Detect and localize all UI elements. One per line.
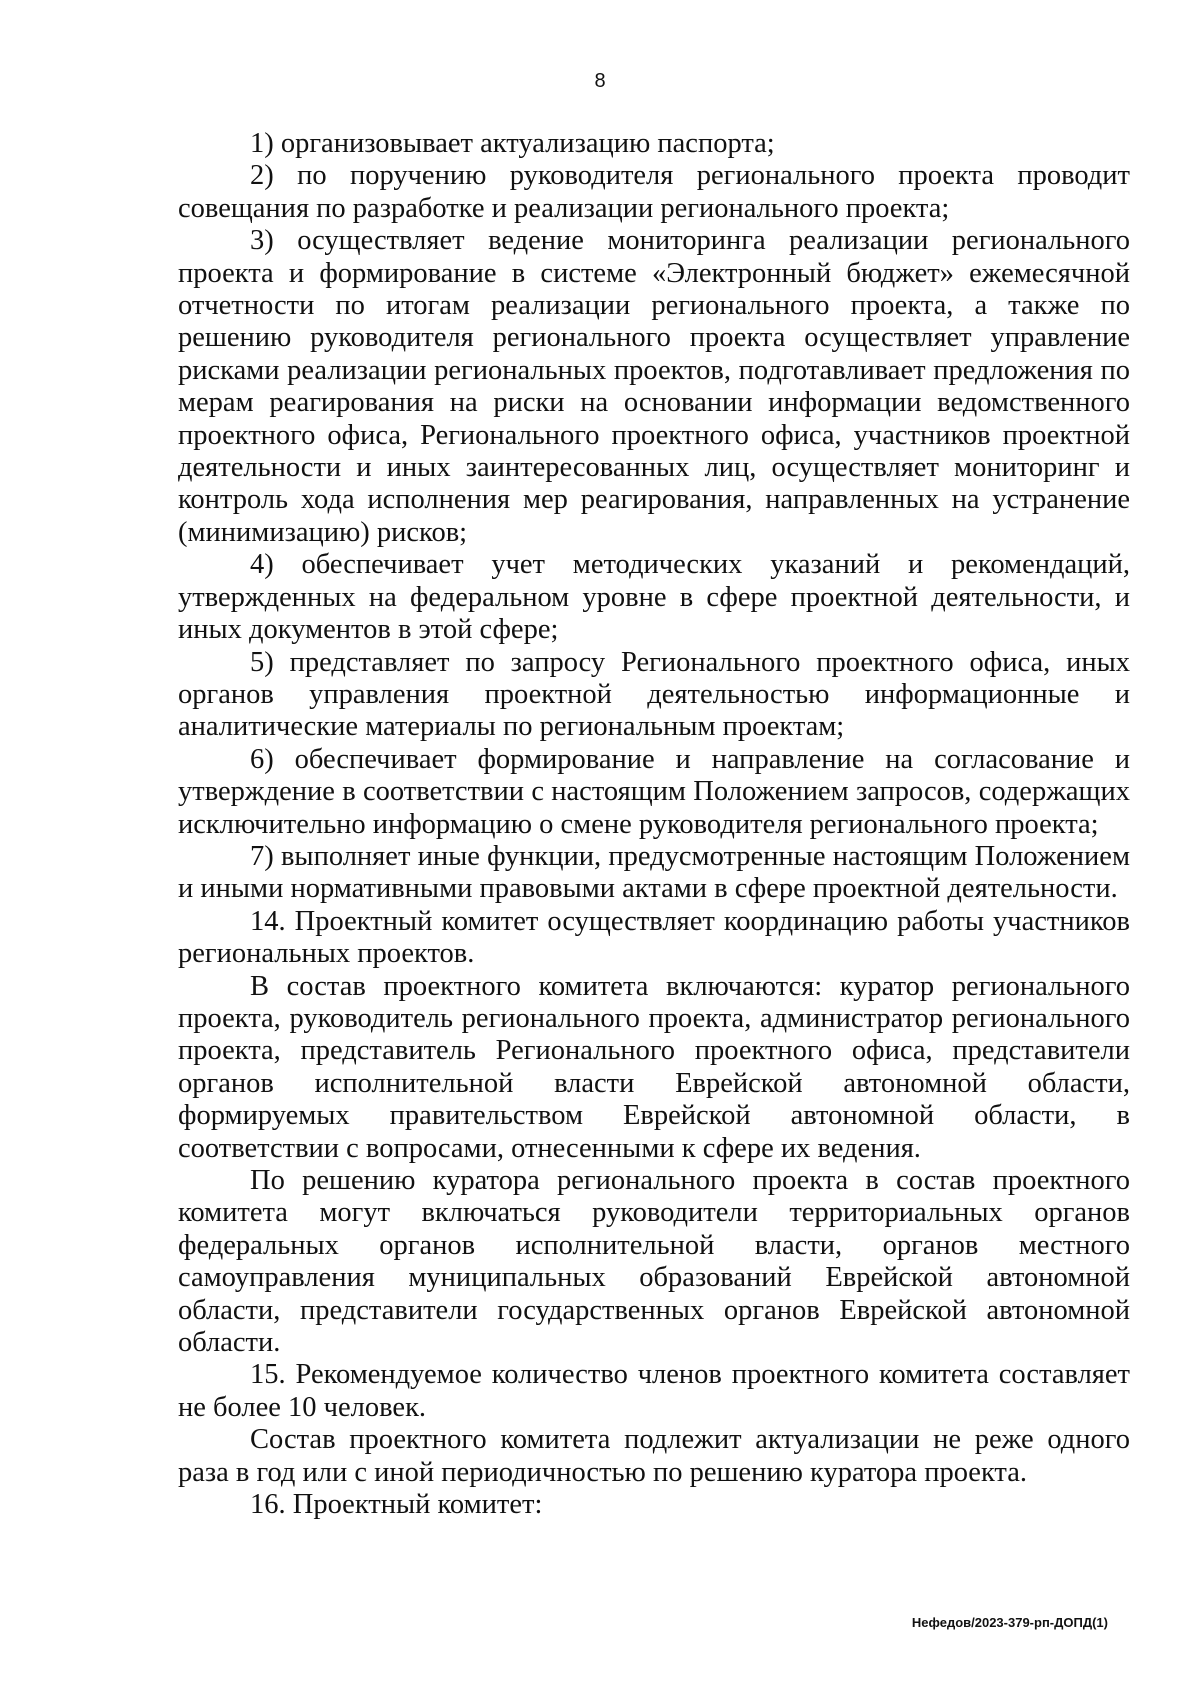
paragraph-2: 2) по поручению руководителя регионального проекта проводит совещания по разработке и реализации регионального проекта; <box>178 160 1130 224</box>
document-body <box>178 128 1130 1521</box>
page-number: 8 <box>594 70 606 92</box>
paragraph-4: 4) обеспечивает учет методических указаний и рекомендаций, утвержденных на федеральном уровне в сфере проектной деятельности, и иных документов в этой сфере; <box>178 549 1130 646</box>
paragraph-composition-update: Состав проектного комитета подлежит актуализации не реже одного раза в год или с иной периодичностью по решению куратора проекта. <box>178 1424 1130 1488</box>
paragraph-1: 1) организовывает актуализацию паспорта; <box>250 128 775 159</box>
document-code-footer: Нефедов/2023-379-рп-ДОПД(1) <box>911 1615 1108 1630</box>
paragraph-7: 7) выполняет иные функции, предусмотренные настоящим Положением и иными нормативными правовыми актами в сфере проектной деятельности. <box>178 840 1130 905</box>
paragraph-16: 16. Проектный комитет: <box>250 1489 543 1521</box>
paragraph-committee-composition: В состав проектного комитета включаются: куратор регионального проекта, руководитель регионального проекта, администратор регионального проекта, представитель Регионального проектного офиса, представители органов исполнительной власти Еврейской автономной области, формируемых правительством Еврейской автономной области, в соответствии с вопросами, отнесенными к сфере их ведения. <box>178 970 1130 1164</box>
paragraph-5: 5) представляет по запросу Регионального проектного офиса, иных органов управления проектной деятельностью информационные и аналитические материалы по региональным проектам; <box>178 646 1130 743</box>
paragraph-3: 3) осуществляет ведение мониторинга реализации регионального проекта и формирование в системе «Электронный бюджет» ежемесячной отчетности по итогам реализации регионального проекта, а также по решению руководителя регионального проекта осуществляет управление рисками реализации региональных проектов, подготавливает предложения по мерам реагирования на риски на основании информации ведомственного проектного офиса, Регионального проектного офиса, участников проектной деятельности и иных заинтересованных лиц, осуществляет мониторинг и контроль хода исполнения мер реагирования, направленных на устранение (минимизацию) рисков; <box>178 225 1130 548</box>
paragraph-6: 6) обеспечивает формирование и направление на согласование и утверждение в соответствии с настоящим Положением запросов, содержащих исключительно информацию о смене руководителя регионального проекта; <box>178 743 1130 840</box>
paragraph-14: 14. Проектный комитет осуществляет координацию работы участников региональных проектов. <box>178 905 1130 970</box>
paragraph-15: 15. Рекомендуемое количество членов проектного комитета составляет не более 10 человек. <box>178 1359 1130 1423</box>
paragraph-curator-decision: По решению куратора регионального проекта в состав проектного комитета могут включаться руководители территориальных органов федеральных органов исполнительной власти, органов местного самоуправления муниципальных образований Еврейской автономной области, представители государственных органов Еврейской автономной области. <box>178 1165 1130 1359</box>
